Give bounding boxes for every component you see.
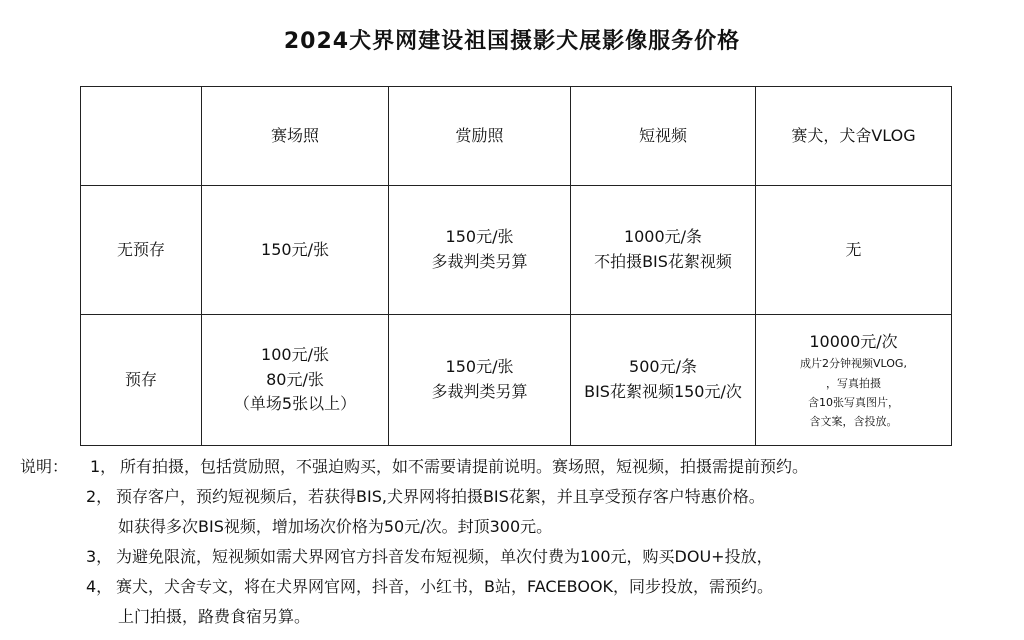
header-short-video: 短视频 [571, 87, 756, 186]
note-continuation: 如获得多次BIS视频，增加场次价格为50元/次。封顶300元。 [118, 517, 553, 536]
note-text: 所有拍摄，包括赏励照，不强迫购买，如不需要请提前说明。赛场照，短视频，拍摄需提前预约。 [120, 457, 809, 476]
cell-no-deposit-vlog [756, 186, 952, 315]
price-note: BIS花絮视频150元/次 [584, 382, 742, 401]
price-table [80, 86, 952, 446]
price-note: （单场5张以上） [233, 394, 357, 414]
note-item [20, 542, 1020, 572]
vlog-detail: 成片2分钟视频VLOG, [800, 357, 907, 371]
price-text: 100元/张 [261, 344, 329, 364]
price-text: 1000元/条 [623, 227, 703, 247]
cell-deposit-award [389, 315, 571, 446]
note-number: 4， [86, 577, 113, 596]
price-note: 不拍摄BIS花絮视频 [594, 252, 732, 271]
note-item [20, 482, 1020, 512]
notes-label: 说明： [20, 457, 69, 476]
note-number: 2， [86, 487, 113, 506]
cell-no-deposit-award [389, 186, 571, 315]
vlog-detail: 含10张写真图片， [808, 395, 899, 409]
vlog-detail: 含文案，含投放。 [809, 415, 898, 429]
notes-section [20, 452, 1020, 632]
price-text: 150元/张 [445, 357, 514, 377]
price-text: 500元/条 [629, 357, 697, 377]
cell-no-deposit-arena [202, 186, 389, 315]
header-arena-photo: 赛场照 [202, 87, 389, 186]
header-vlog: 赛犬，犬舍VLOG [756, 87, 952, 186]
page-title: 2024犬界网建设祖国摄影犬展影像服务价格 [283, 29, 741, 54]
price-text: 10000元/次 [809, 331, 898, 351]
price-text: 80元/张 [266, 369, 324, 389]
cell-deposit-arena [202, 315, 389, 446]
cell-deposit-vlog [756, 315, 952, 446]
price-text: 150元/张 [261, 239, 329, 259]
row-label-no-deposit: 无预存 [81, 186, 202, 315]
note-number: 1， [90, 457, 117, 476]
note-text: 预存客户，预约短视频后，若获得BIS,犬界网将拍摄BIS花絮，并且享受预存客户特惠价格。 [116, 487, 765, 506]
vlog-detail: ，写真拍摄 [826, 376, 881, 390]
table-row [81, 315, 952, 446]
header-corner-cell [81, 87, 202, 186]
cell-no-deposit-video [571, 186, 756, 315]
note-number: 3， [86, 547, 113, 566]
note-item [20, 452, 1020, 482]
note-text: 赛犬，犬舍专文，将在犬界网官网，抖音，小红书，B站，FACEBOOK，同步投放，需预约。 [116, 577, 774, 596]
note-item [20, 572, 1020, 602]
cell-deposit-video [571, 315, 756, 446]
price-text: 无 [845, 239, 862, 259]
table-row [81, 186, 952, 315]
price-note: 多裁判类另算 [431, 252, 528, 271]
price-text: 150元/张 [445, 227, 514, 247]
price-note: 多裁判类另算 [431, 382, 528, 401]
table-header-row [81, 87, 952, 186]
header-award-photo: 赏励照 [389, 87, 571, 186]
note-text: 为避免限流，短视频如需犬界网官方抖音发布短视频，单次付费为100元，购买DOU+投放， [116, 547, 773, 566]
note-continuation: 上门拍摄，路费食宿另算。 [118, 607, 311, 626]
row-label-deposit: 预存 [81, 315, 202, 446]
